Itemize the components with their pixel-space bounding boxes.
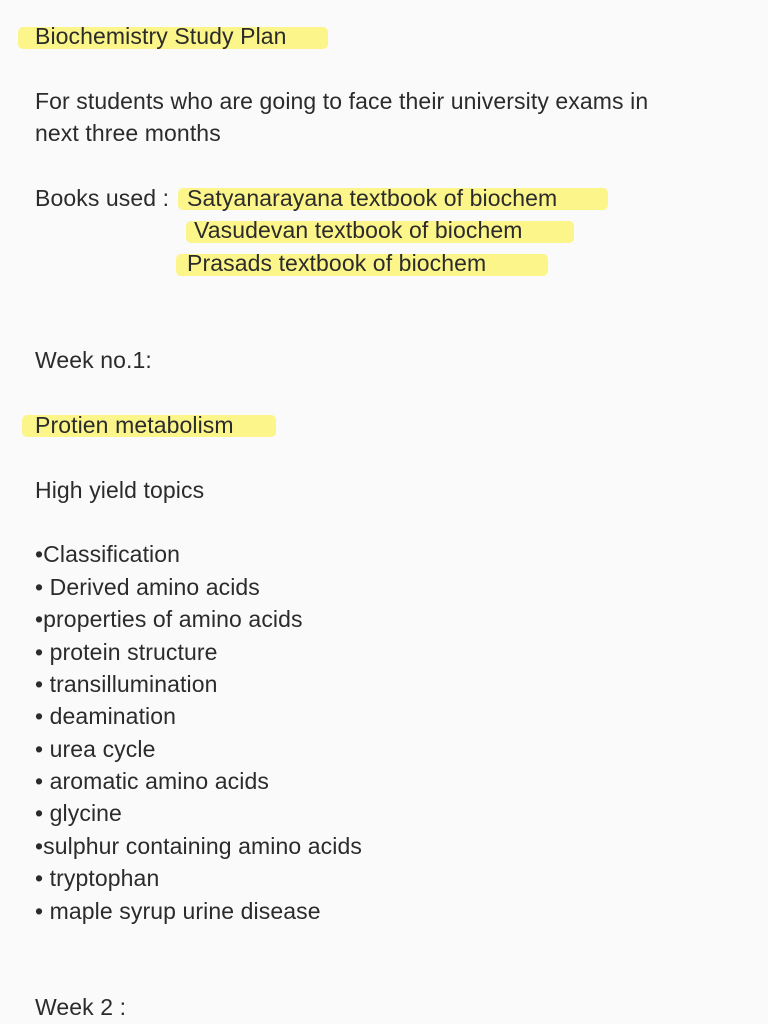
week1-heading[interactable]: Week no.1: [35,347,152,373]
note-title[interactable]: Biochemistry Study Plan [35,23,287,49]
book-item[interactable]: Vasudevan textbook of biochem [194,217,523,243]
topic-list-item[interactable]: • Derived amino acids [35,574,260,600]
topic-list-item[interactable]: • tryptophan [35,865,160,891]
intro-line-1[interactable]: For students who are going to face their university exams in [35,88,649,114]
high-yield-heading[interactable]: High yield topics [35,477,205,503]
intro-line-2[interactable]: next three months [35,120,221,146]
topic-list-item[interactable]: • deamination [35,703,177,729]
topic-list-item[interactable]: • transillumination [35,671,218,697]
topic-list-item[interactable]: • protein structure [35,639,218,665]
topic-list-item[interactable]: •sulphur containing amino acids [35,833,362,859]
books-label[interactable]: Books used : [35,185,170,211]
topic-list-item[interactable]: • urea cycle [35,736,156,762]
week2-heading[interactable]: Week 2 : [35,994,127,1020]
book-item[interactable]: Prasads textbook of biochem [187,250,487,276]
week1-topic[interactable]: Protien metabolism [35,412,234,438]
topic-list-item[interactable]: •properties of amino acids [35,606,303,632]
topic-list-item[interactable]: • maple syrup urine disease [35,898,321,924]
topic-list-item[interactable]: • glycine [35,800,122,826]
topic-list-item[interactable]: • aromatic amino acids [35,768,269,794]
book-item[interactable]: Satyanarayana textbook of biochem [187,185,558,211]
topic-list-item[interactable]: •Classification [35,541,181,567]
